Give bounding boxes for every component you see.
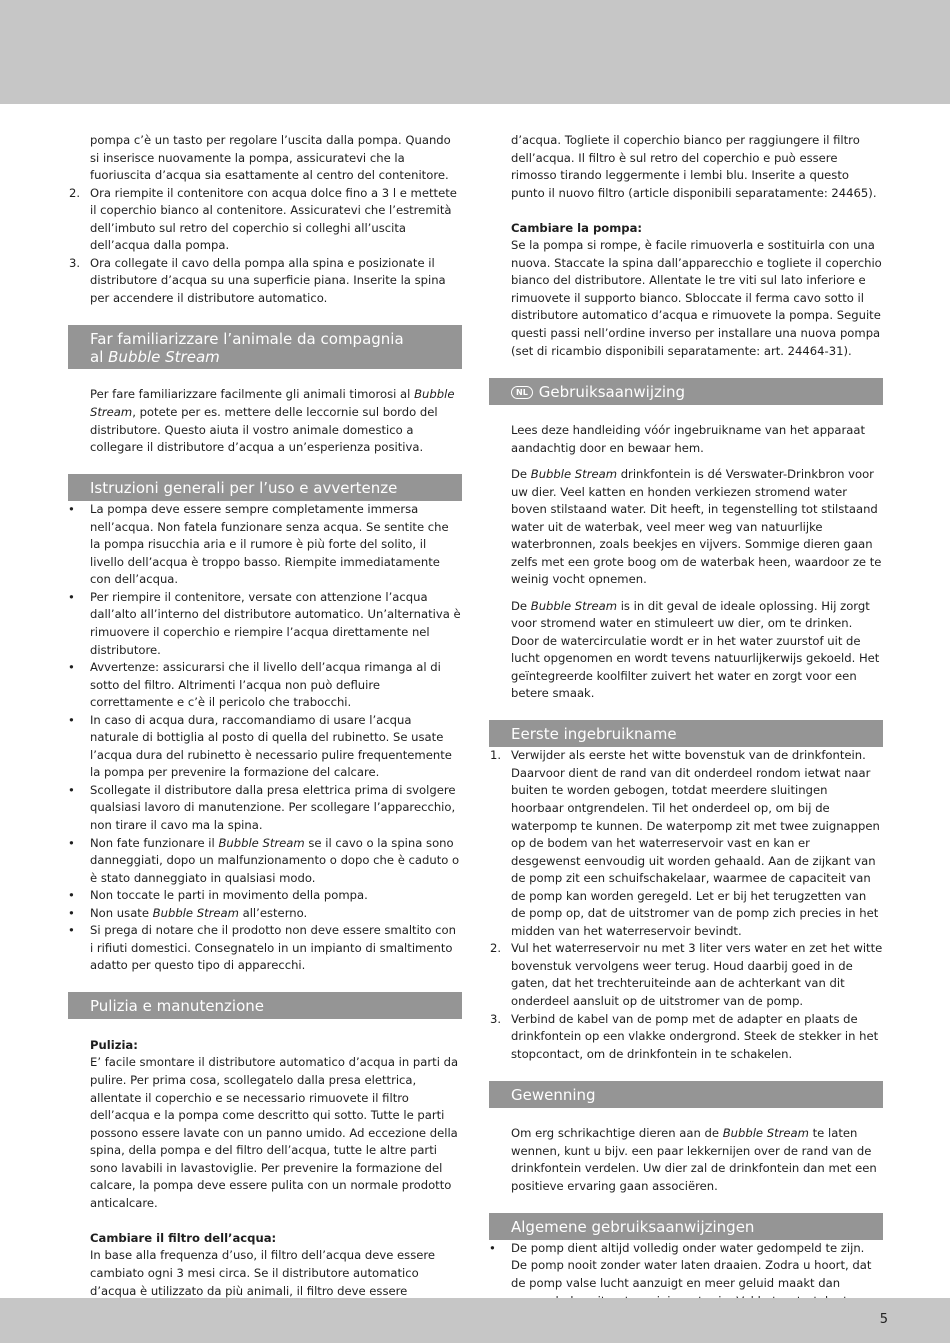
list-item (68, 659, 462, 712)
bullet-icon: • (68, 835, 75, 850)
section-heading-cleaning: Pulizia e manutenzione (68, 992, 462, 1019)
product-name: Bubble Stream (530, 466, 618, 481)
text-run: Om erg schrikachtige dieren aan de (511, 1126, 723, 1141)
text-run: is in dit geval de ideale oplossing. Hij zorgt voor stromend water en stimuleert uw dier, om te drinken. Door de watercirculatie wordt er in het water zuurstof uit de lucht opgenomen en wordt tevens natuurlijkerwijs gekoeld. Het geïntegreerde koolfilter zuivert het water en zorgt voor een betere smaak. (511, 598, 880, 701)
paragraph: Lees deze handleiding vóór ingebruikname van het apparaat aandachtig door en bewaar hem. (511, 423, 866, 455)
item-text: Non toccate le parti in movimento della pompa. (90, 888, 368, 903)
paragraph: E’ facile smontare il distributore automatico d’acqua in parti da pulire. Per prima cosa, scollegatelo dalla presa elettrica, allentate il coperchio e se necessario rimuovete il filtro dell’acqua e la pompa come descritto qui sotto. Tutte le parti possono essere lavate con un panno umido. Ad eccezione della spina, della pompa e del filtro dell’acqua, tutte le altre parti sono lavabili in lavastoviglie. Per prevenire la formazione del calcare, la pompa deve essere pulita con un normale prodotto anticalcare. (90, 1055, 459, 1210)
product-name: Bubble Stream (722, 1126, 809, 1141)
text-run: Per fare familiarizzare facilmente gli animali timorosi al (90, 387, 415, 402)
steps-list-nl (489, 747, 883, 1063)
paragraph (489, 466, 883, 589)
section-heading-algemene: Algemene gebruiksaanwijzingen (489, 1213, 883, 1240)
bullet-icon: • (68, 712, 75, 727)
subheading: Cambiare il filtro dell’acqua: (90, 1230, 277, 1245)
paragraph: In base alla frequenza d’uso, il filtro dell’acqua deve essere cambiato ogni 3 mesi circa. Se il distributore automatico d’acqua è utilizzato da più animali, il filtro deve essere (90, 1248, 436, 1298)
list-item (68, 501, 462, 589)
text-run: te laten wennen, kunt u bijv. een paar lekkernijen over de rand van de drinkfontein verdelen. Uw dier zal de drinkfontein dan met een positieve ervaring gaan associëren. (511, 1126, 877, 1193)
item-text: Si prega di notare che il prodotto non deve essere smaltito con i rifiuti domestici. Consegnatelo in un impianto di smaltimento adatto per questo tipo di apparecchi. (90, 923, 456, 973)
list-item (489, 940, 883, 1010)
item-number: 2. (489, 941, 501, 956)
item-text: Per riempire il contenitore, versate con attenzione l’acqua dall’alto all’interno del distributore automatico. Un’alternativa è rimuovere il coperchio e riempire l’acqua direttamente nel distributore. (90, 589, 461, 657)
product-name: Bubble Stream (218, 835, 305, 850)
list-item (68, 782, 462, 835)
paragraph: Se la pompa si rompe, è facile rimuoverla e sostituirla con una nuova. Staccate la spina dall’apparecchio e togliete il coperchio bianco del distributore. Allentate le tre viti sul lato inferiore e rimuovete il supporto bianco. Sbloccate il ferma cavo sotto il distributore automatico d’acqua e rimuovete la pompa. Seguite questi passi nell’ordine inverso per installare una nuova pompa (set di ricambio disponibili separatamente: art. 24464-31). (511, 238, 882, 358)
nl-language-badge: NL (511, 386, 533, 399)
item-text: Verbind de kabel van de pomp met de adapter en plaats de drinkfontein op een vlakke ondergrond. Steek de stekker in het stopcontact, om de drinkfontein in te schakelen. (511, 1011, 879, 1061)
heading-line (90, 348, 462, 366)
bullet-icon: • (68, 923, 75, 938)
text-run: Non fate funzionare il (90, 835, 219, 850)
text-run: se il cavo o la spina sono danneggiati, dopo un malfunzionamento o dopo che è caduto o è stato danneggiato in qualsiasi modo. (90, 835, 460, 885)
product-name: Bubble Stream (108, 347, 220, 366)
bullet-icon: • (68, 782, 75, 797)
list-item (68, 712, 462, 782)
steps-list-it (68, 185, 462, 308)
item-text: Ora collegate il cavo della pompa alla spina e posizionate il distributore d’acqua su una superficie piana. Inserite la spina per accendere il distributore automatico. (90, 255, 446, 305)
bullet-icon: • (68, 660, 75, 675)
bullets-list-it (68, 501, 462, 975)
left-column (68, 132, 462, 1335)
product-name: Bubble Stream (152, 905, 239, 920)
paragraph: pompa c’è un tasto per regolare l’uscita dalla pompa. Quando si inserisce nuovamente la pompa, assicuratevi che la fuoriuscita d’acqua sia esattamente al centro del contenitore. (90, 133, 451, 183)
item-text: Avvertenze: assicurarsi che il livello dell’acqua rimanga al di sotto del filtro. Altrimenti l’acqua non può defluire correttamente e c’è il pericolo che trabocchi. (90, 660, 441, 710)
section-heading-familiarize (68, 325, 462, 369)
text-run: , potete per es. mettere delle leccornie sul bordo del distributore. Questo aiuta il vostro animale domestico a collegare il distributore d’acqua a un’esperienza positiva. (90, 405, 438, 455)
footer-band (0, 1298, 950, 1343)
paragraph: d’acqua. Togliete il coperchio bianco per raggiungere il filtro dell’acqua. Il filtro è sul retro del coperchio e può essere rimosso tirando leggermente i lembi blu. Inserite a questo punto il nuovo filtro (article disponibili separatamente: 24465). (511, 133, 877, 200)
list-item (68, 905, 462, 923)
product-name: Bubble Stream (90, 387, 455, 420)
header-band (0, 0, 950, 104)
bullet-icon: • (68, 502, 75, 517)
page-number: 5 (879, 1312, 888, 1327)
item-number: 3. (489, 1011, 501, 1026)
text-run: Non usate (90, 905, 153, 920)
item-text: In caso di acqua dura, raccomandiamo di usare l’acqua naturale di bottiglia al posto di quella del rubinetto. Se usate l’acqua dura del rubinetto è necessario pulire frequentemente la pompa per prevenire la formazione del calcare. (90, 712, 452, 780)
section-heading-general: Istruzioni generali per l’uso e avvertenze (68, 474, 462, 501)
list-item (489, 747, 883, 940)
item-number: 3. (68, 255, 80, 270)
section-heading-gewenning: Gewenning (489, 1081, 883, 1108)
list-item (68, 887, 462, 905)
list-item (489, 1011, 883, 1064)
item-text: De pomp dient altijd volledig onder water gedompeld te zijn. De pomp nooit zonder water laten draaien. Zodra u hoort, dat de pomp valse lucht aanzuigt en meer geluid maakt dan (511, 1240, 872, 1290)
paragraph (489, 598, 883, 703)
section-heading-eerste: Eerste ingebruikname (489, 720, 883, 747)
text-run: De (511, 598, 531, 613)
list-item (68, 589, 462, 659)
bullet-icon: • (68, 888, 75, 903)
bullet-icon: • (68, 905, 75, 920)
item-text: Verwijder als eerste het witte bovenstuk van de drinkfontein. Daarvoor dient de rand van dit onderdeel rondom ietwat naar buiten te worden gebogen, totdat meerdere sluitingen hoorbaar ontgrendelen. Til het onderdeel op, om bij de waterpomp te kunnen. De waterpomp zit met twee zuignappen op de bodem van het waterreservoir vast en kan er desgewenst eenvoudig uit worden gehaald. Aan de zijkant van de pomp zit een schuifschakelaar, waarmee de capaciteit van de pomp kan worden geregeld. Let er bij het terugzetten van de pomp op, dat de uitstromer van de pomp zich precies in het midden van het waterreservoir bevindt. (511, 748, 880, 938)
item-text: Vul het waterreservoir nu met 3 liter vers water en zet het witte bovenstuk vervolgens weer terug. Houd daarbij goed in de gaten, dat het trechteruiteinde aan de achterkant van dit onderdeel aansluit op de uitstromer van de pomp. (511, 941, 883, 1009)
right-column (489, 132, 883, 1328)
item-number: 1. (489, 748, 501, 763)
paragraph (68, 386, 462, 456)
heading-line: Far familiarizzare l’animale da compagnia (90, 329, 404, 348)
item-text: Ora riempite il contenitore con acqua dolce fino a 3 l e mettete il coperchio bianco al contenitore. Assicuratevi che l’estremità dell’imbuto sul retro del coperchio si colleghi all’uscita dell’acqua dalla pompa. (90, 185, 457, 253)
subheading: Cambiare la pompa: (511, 220, 643, 235)
heading-text: al (90, 347, 109, 366)
product-name: Bubble Stream (530, 598, 618, 613)
list-item (68, 255, 462, 308)
item-number: 2. (68, 185, 80, 200)
text-run: drinkfontein is dé Verswater-Drinkbron voor uw dier. Veel katten en honden verkiezen stromend water boven stilstaand water. Dit heeft, in tegenstelling tot stilstaand water uit de waterbak, veel meer weg van natuurlijke waterbronnen, zoals beekjes en vijvers. Sommige dieren gaan zelfs met een grote boog om de waterbak heen, waardoor ze te weinig vocht opnemen. (511, 466, 882, 587)
text-run: De (511, 466, 531, 481)
subheading: Pulizia: (90, 1037, 138, 1052)
bullet-icon: • (68, 589, 75, 604)
heading-text: Gebruiksaanwijzing (538, 382, 686, 401)
list-item (68, 185, 462, 255)
bullet-icon: • (489, 1240, 496, 1255)
item-text: Scollegate il distributore dalla presa elettrica prima di svolgere qualsiasi lavoro di manutenzione. Per scollegare l’apparecchio, non tirare il cavo ma la spina. (90, 782, 456, 832)
paragraph (489, 1125, 883, 1195)
text-run: all’esterno. (238, 905, 308, 920)
list-item (68, 835, 462, 888)
item-text: La pompa deve essere sempre completamente immersa nell’acqua. Non fatela funzionare senza acqua. Se sentite che la pompa risucchia aria e il rumore è più forte del solito, il livello dell’acqua è troppo basso. Riempite immediatamente con dell’acqua. (90, 502, 449, 587)
section-heading-gebruik (489, 378, 883, 405)
list-item (68, 922, 462, 975)
